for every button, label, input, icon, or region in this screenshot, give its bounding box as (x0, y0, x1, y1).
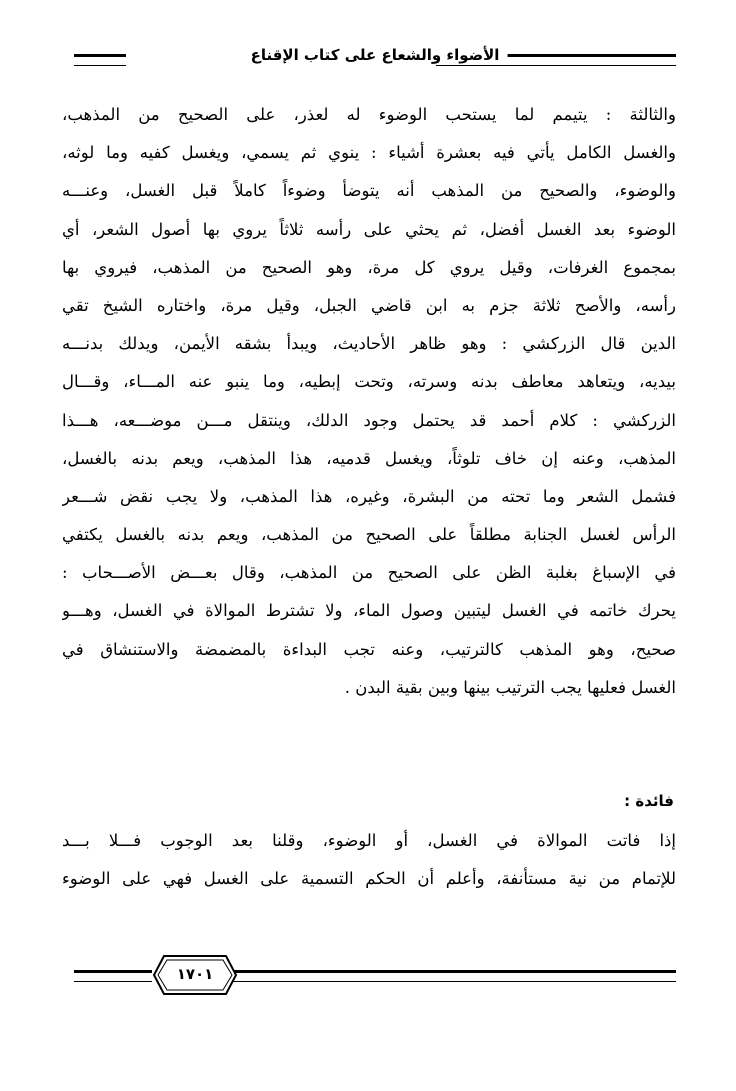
text-line: الوضوء بعد الغسل أفضل، ثم يحثي على رأسه ثلاثاً يروي بها أصول الشعر، أي (62, 219, 676, 239)
text-line: صحيح، وهو المذهب كالترتيب، وعنه تجب البداءة بالمضمضة والاستنشاق في (62, 639, 676, 659)
text-line: والثالثة : يتيمم لما يستحب الوضوء له لعذر، على الصحيح من المذهب، (62, 105, 676, 124)
text-line: يحرك خاتمه في الغسل ليتبين وصول الماء، ولا تشترط الموالاة في الغسل، وهـــو (62, 601, 676, 621)
text-line: للإتمام من نية مستأنفة، وأعلم أن الحكم التسمية على الغسل فهي على الوضوء (62, 869, 676, 889)
faida-heading: فائدة : (624, 792, 674, 810)
footer-rule-left (74, 970, 152, 982)
text-line: الزركشي : كلام أحمد قد يحتمل وجود الدلك، وينتقل مـــن موضـــعه، هـــذا (62, 410, 676, 430)
text-line: إذا فاتت الموالاة في الغسل، أو الوضوء، وقلنا بعد الوجوب فـــلا بـــد (62, 831, 676, 850)
running-header (74, 44, 676, 78)
page-number: ١٧٠١ (176, 965, 214, 983)
text-line: والوضوء، والصحيح من المذهب أنه يتوضأ وضوءاً كاملاً قبل الغسل، وعنـــه (62, 181, 676, 201)
page-number-badge (152, 952, 238, 998)
text-line: بيديه، ويتعاهد معاطف بدنه وسرته، وتحت إبطيه، وما ينبو عنه المـــاء، وقـــال (62, 372, 676, 392)
faida-text (62, 822, 676, 898)
text-line: الغسل فعليها يجب الترتيب بينها وبين بقية البدن . (344, 677, 676, 697)
text-line: بمجموع الغرفات، وقيل يروي كل مرة، وهو الصحيح من المذهب، فيروي بها (62, 257, 676, 277)
text-line: فشمل الشعر وما تحته من البشرة، وغيره، هذا المذهب، ولا يجب نقض شـــعر (62, 486, 676, 506)
header-title: الأضواء والشعاع على كتاب الإقناع (243, 46, 508, 64)
main-text (62, 96, 676, 707)
footer-rule-right (218, 970, 676, 982)
text-line: الرأس لغسل الجنابة مطلقاً على الصحيح من المذهب، ويعم بدنه بالغسل يكتفي (62, 525, 676, 545)
text-line: الدين قال الزركشي : وهو ظاهر الأحاديث، ويبدأ بشقه الأيمن، ويدلك بدنـــه (62, 334, 676, 354)
page-footer (74, 952, 676, 1002)
text-line: والغسل الكامل يأتي فيه بعشرة أشياء : ينوي ثم يسمي، ويغسل كفيه وما لوثه، (62, 143, 676, 163)
text-line: رأسه، والأصح ثلاثة جزم به ابن قاضي الجبل، وقيل مرة، واختاره الشيخ تقي (62, 295, 676, 315)
header-rule-left (74, 54, 126, 66)
text-line: في الإسباغ بغلبة الظن على الصحيح من المذهب، وقال بعـــض الأصـــحاب : (62, 563, 676, 583)
text-line: المذهب، وعنه إن خاف تلوثاً، ويغسل قدميه، هذا المذهب، ويعم بدنه بالغسل، (62, 448, 676, 468)
